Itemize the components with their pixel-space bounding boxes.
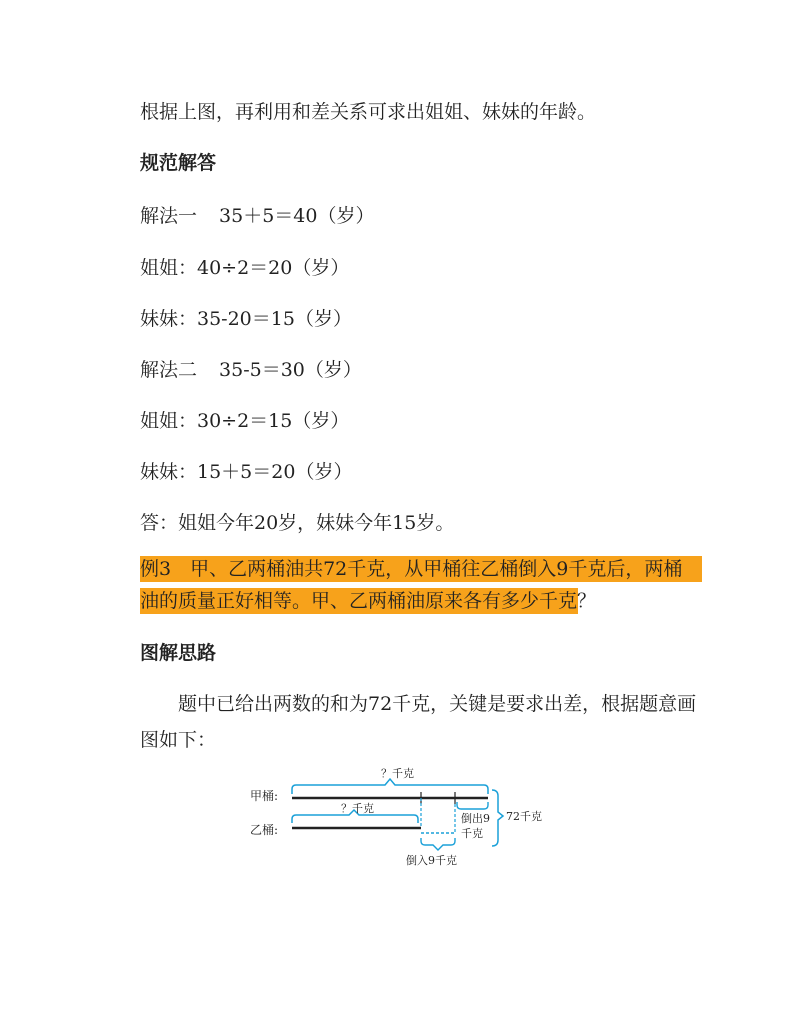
example3-line2: 油的质量正好相等。甲、乙两桶油原来各有多少千克？ bbox=[140, 590, 597, 612]
method2-label: 解法二 bbox=[140, 359, 198, 381]
answer-text: 答：姐姐今年20岁，妹妹今年15岁。 bbox=[140, 512, 455, 534]
top-brace-label: ？千克 bbox=[381, 767, 414, 780]
pour-in-brace bbox=[421, 838, 455, 850]
method1-younger: 妹妹：35-20＝15（岁） bbox=[140, 308, 352, 330]
method2-line bbox=[140, 355, 362, 382]
pour-in-label: 倒入9千克 bbox=[406, 854, 457, 867]
pour-out-line2: 千克 bbox=[461, 827, 483, 840]
total-label: 72千克 bbox=[506, 810, 542, 823]
top-brace bbox=[292, 779, 488, 794]
total-brace bbox=[492, 790, 503, 846]
pour-out-brace bbox=[457, 802, 488, 809]
method2-younger: 妹妹：15＋5＝20（岁） bbox=[140, 461, 353, 483]
method1-expr: 35＋5＝40（岁） bbox=[219, 205, 375, 227]
jia-label: 甲桶: bbox=[250, 789, 279, 803]
method1-line bbox=[140, 201, 374, 228]
heading-standard-answer: 规范解答 bbox=[140, 152, 217, 174]
method1-label: 解法一 bbox=[140, 205, 198, 227]
method1-sister: 姐姐：40÷2＝20（岁） bbox=[140, 257, 350, 279]
method2-sister: 姐姐：30÷2＝15（岁） bbox=[140, 410, 350, 432]
yi-label: 乙桶: bbox=[250, 823, 279, 837]
intro-text: 根据上图，再利用和差关系可求出姐姐、妹妹的年龄。 bbox=[140, 101, 597, 123]
heading-approach: 图解思路 bbox=[140, 642, 217, 664]
example3-line1: 例3 甲、乙两桶油共72千克，从甲桶往乙桶倒入9千克后，两桶 bbox=[140, 556, 702, 582]
mid-brace-label: ？千克 bbox=[341, 802, 374, 815]
method2-expr: 35-5＝30（岁） bbox=[219, 359, 362, 381]
oil-bucket-diagram bbox=[240, 760, 560, 870]
approach-paragraph: 题中已给出两数的和为72千克，关键是要求出差，根据题意画图如下： bbox=[140, 693, 697, 751]
pour-out-line1: 倒出9 bbox=[461, 812, 490, 825]
